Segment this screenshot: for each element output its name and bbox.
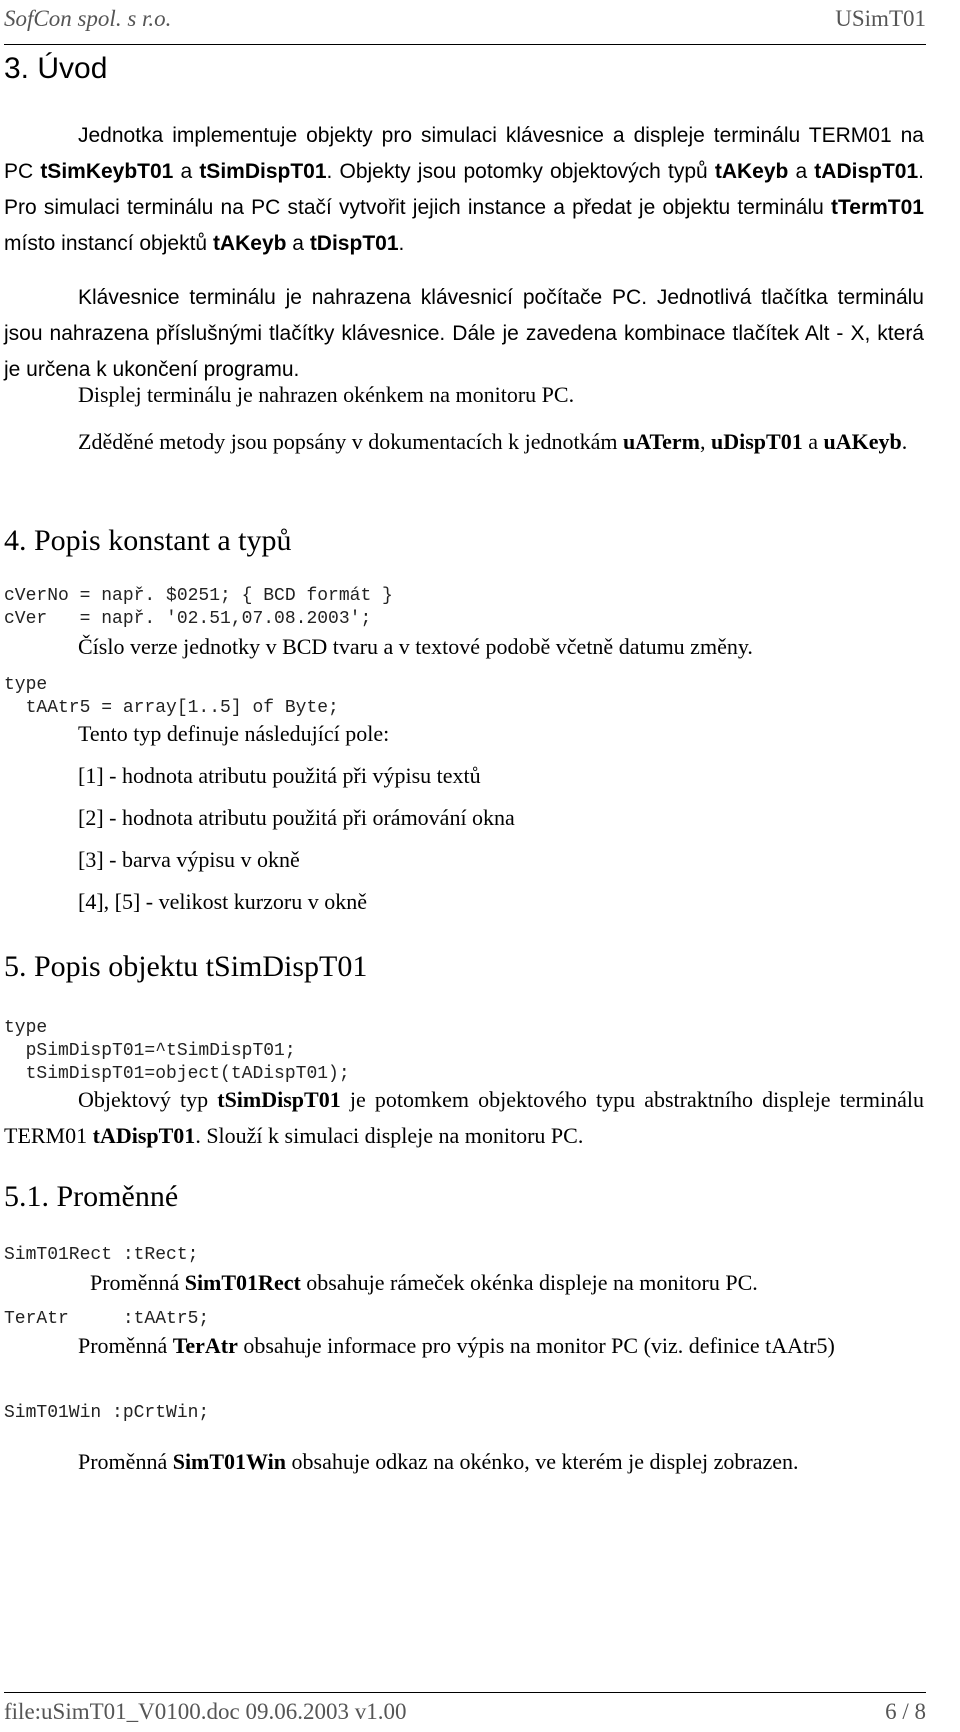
page-header — [4, 4, 926, 45]
list-item: [4], [5] - velikost kurzoru v okně — [78, 889, 367, 914]
section-3-paragraph-4: Zděděné metody jsou popsány v dokumentacích k jednotkám uATerm, uDispT01 a uAKeyb. — [78, 429, 908, 454]
section-3-title: 3. Úvod — [4, 52, 108, 85]
section-5-1-title: 5.1. Proměnné — [4, 1180, 179, 1213]
section-3-paragraph-2: Klávesnice terminálu je nahrazena klávesnicí počítače PC. Jednotlivá tlačítka terminálu jsou nahrazena příslušnými tlačítky klávesnice. Dále je zavedena kombinace tlačítek Alt - X, která je určena k ukončení programu. — [4, 286, 924, 381]
variable-1-code: SimT01Rect :tRect; — [4, 1245, 199, 1265]
list-item: [1] - hodnota atributu použitá při výpisu textů — [78, 763, 481, 788]
page-footer — [4, 1692, 926, 1729]
object-code: type pSimDispT01=^tSimDispT01; tSimDispT01=object(tADispT01); — [4, 1018, 350, 1084]
variable-3-description: Proměnná SimT01Win obsahuje odkaz na okénko, ve kterém je displej zobrazen. — [78, 1449, 799, 1474]
header-doc-name: USimT01 — [835, 6, 926, 31]
constants-code: cVerNo = např. $0251; { BCD formát } cVer = např. '02.51,07.08.2003'; — [4, 586, 393, 629]
list-item: [3] - barva výpisu v okně — [78, 847, 300, 872]
section-4-title: 4. Popis konstant a typů — [4, 524, 292, 557]
footer-file-info: file:uSimT01_V0100.doc 09.06.2003 v1.00 — [4, 1699, 407, 1724]
variable-2-code: TerAtr :tAAtr5; — [4, 1309, 210, 1329]
type-description: Tento typ definuje následující pole: — [78, 721, 390, 746]
variable-1-description: Proměnná SimT01Rect obsahuje rámeček okénka displeje na monitoru PC. — [90, 1270, 758, 1295]
section-3-paragraph-3: Displej terminálu je nahrazen okénkem na monitoru PC. — [78, 382, 575, 407]
header-company: SofCon spol. s r.o. — [4, 6, 172, 31]
section-3-paragraph-1: Jednotka implementuje objekty pro simulaci klávesnice a displeje terminálu TERM01 na PC tSimKeybT01 a tSimDispT01. Objekty jsou potomky objektových typů tAKeyb a tADispT01. Pro simulaci terminálu na PC stačí vytvořit jejich instance a předat je objektu terminálu tTermT01 místo instancí objektů tAKeyb a tDispT01. — [4, 124, 924, 255]
section-5-title: 5. Popis objektu tSimDispT01 — [4, 950, 368, 983]
variable-2-description: Proměnná TerAtr obsahuje informace pro výpis na monitor PC (viz. definice tAAtr5) — [78, 1333, 835, 1358]
footer-page-number: 6 / 8 — [885, 1699, 926, 1724]
type-code: type tAAtr5 = array[1..5] of Byte; — [4, 675, 339, 718]
constants-description: Číslo verze jednotky v BCD tvaru a v textové podobě včetně datumu změny. — [78, 634, 753, 659]
list-item: [2] - hodnota atributu použitá při orámování okna — [78, 805, 515, 830]
section-5-paragraph: Objektový typ tSimDispT01 je potomkem objektového typu abstraktního displeje terminálu TERM01 tADispT01. Slouží k simulaci displeje na monitoru PC. — [4, 1087, 924, 1148]
variable-3-code: SimT01Win :pCrtWin; — [4, 1403, 210, 1423]
